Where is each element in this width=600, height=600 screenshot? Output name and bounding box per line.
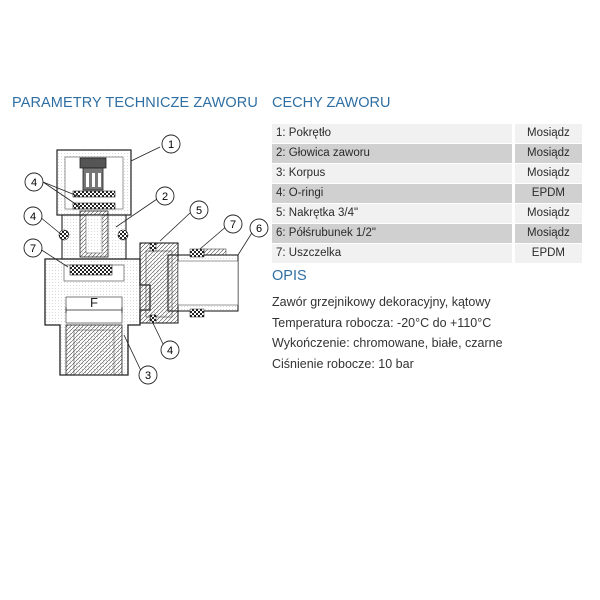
- svg-text:3: 3: [144, 370, 152, 382]
- feature-name: 3: Korpus: [272, 164, 512, 183]
- table-row: [272, 204, 582, 223]
- callout-7-left: [24, 239, 42, 257]
- feature-material: EPDM: [512, 184, 582, 203]
- svg-text:7: 7: [29, 243, 37, 255]
- valve-diagram: [0, 125, 270, 395]
- table-row: [272, 144, 582, 163]
- features-table: [272, 123, 582, 264]
- svg-text:4: 4: [29, 211, 37, 223]
- svg-text:4: 4: [30, 177, 38, 189]
- table-row: [272, 184, 582, 203]
- table-row: [272, 244, 582, 263]
- feature-material: EPDM: [512, 244, 582, 263]
- svg-text:7: 7: [229, 219, 237, 231]
- feature-name: 5: Nakrętka 3/4": [272, 204, 512, 223]
- svg-text:1: 1: [167, 139, 175, 151]
- callout-2: [156, 187, 174, 205]
- body-part: [45, 259, 150, 375]
- feature-name: 2: Głowica zaworu: [272, 144, 512, 163]
- description-block: [272, 292, 592, 374]
- feature-name: 6: Półśrubunek 1/2": [272, 224, 512, 243]
- feature-material: Mosiądz: [512, 164, 582, 183]
- description-heading: OPIS: [272, 268, 307, 284]
- table-row: [272, 164, 582, 183]
- callout-3: [139, 366, 157, 384]
- callout-1: [162, 135, 180, 153]
- valve-head-part: [59, 215, 128, 259]
- description-line: Wykończenie: chromowane, białe, czarne: [272, 336, 503, 350]
- table-row: [272, 224, 582, 243]
- description-line: Temperatura robocza: -20°C do +110°C: [272, 315, 492, 330]
- svg-text:2: 2: [161, 191, 169, 203]
- table-row: [272, 124, 582, 143]
- callout-6: [250, 219, 268, 237]
- feature-name: 4: O-ringi: [272, 184, 512, 203]
- dimension-label: F: [90, 295, 98, 310]
- callout-7-right: [224, 215, 242, 233]
- feature-name: 1: Pokrętło: [272, 124, 512, 143]
- svg-text:6: 6: [255, 223, 263, 235]
- callout-4-top: [25, 173, 43, 191]
- feature-name: 7: Uszczelka: [272, 244, 512, 263]
- svg-text:5: 5: [195, 205, 203, 217]
- features-heading: CECHY ZAWORU: [272, 95, 391, 111]
- description-line: Ciśnienie robocze: 10 bar: [272, 356, 414, 371]
- feature-material: Mosiądz: [512, 224, 582, 243]
- feature-material: Mosiądz: [512, 204, 582, 223]
- callout-5: [190, 201, 208, 219]
- feature-material: Mosiądz: [512, 124, 582, 143]
- technical-heading: PARAMETRY TECHNICZE ZAWORU: [12, 95, 258, 111]
- union-part: [168, 249, 238, 317]
- svg-text:4: 4: [166, 345, 174, 357]
- description-line: Zawór grzejnikowy dekoracyjny, kątowy: [272, 295, 491, 309]
- feature-material: Mosiądz: [512, 144, 582, 163]
- callout-4-bottom: [161, 341, 179, 359]
- callout-4-left: [24, 207, 42, 225]
